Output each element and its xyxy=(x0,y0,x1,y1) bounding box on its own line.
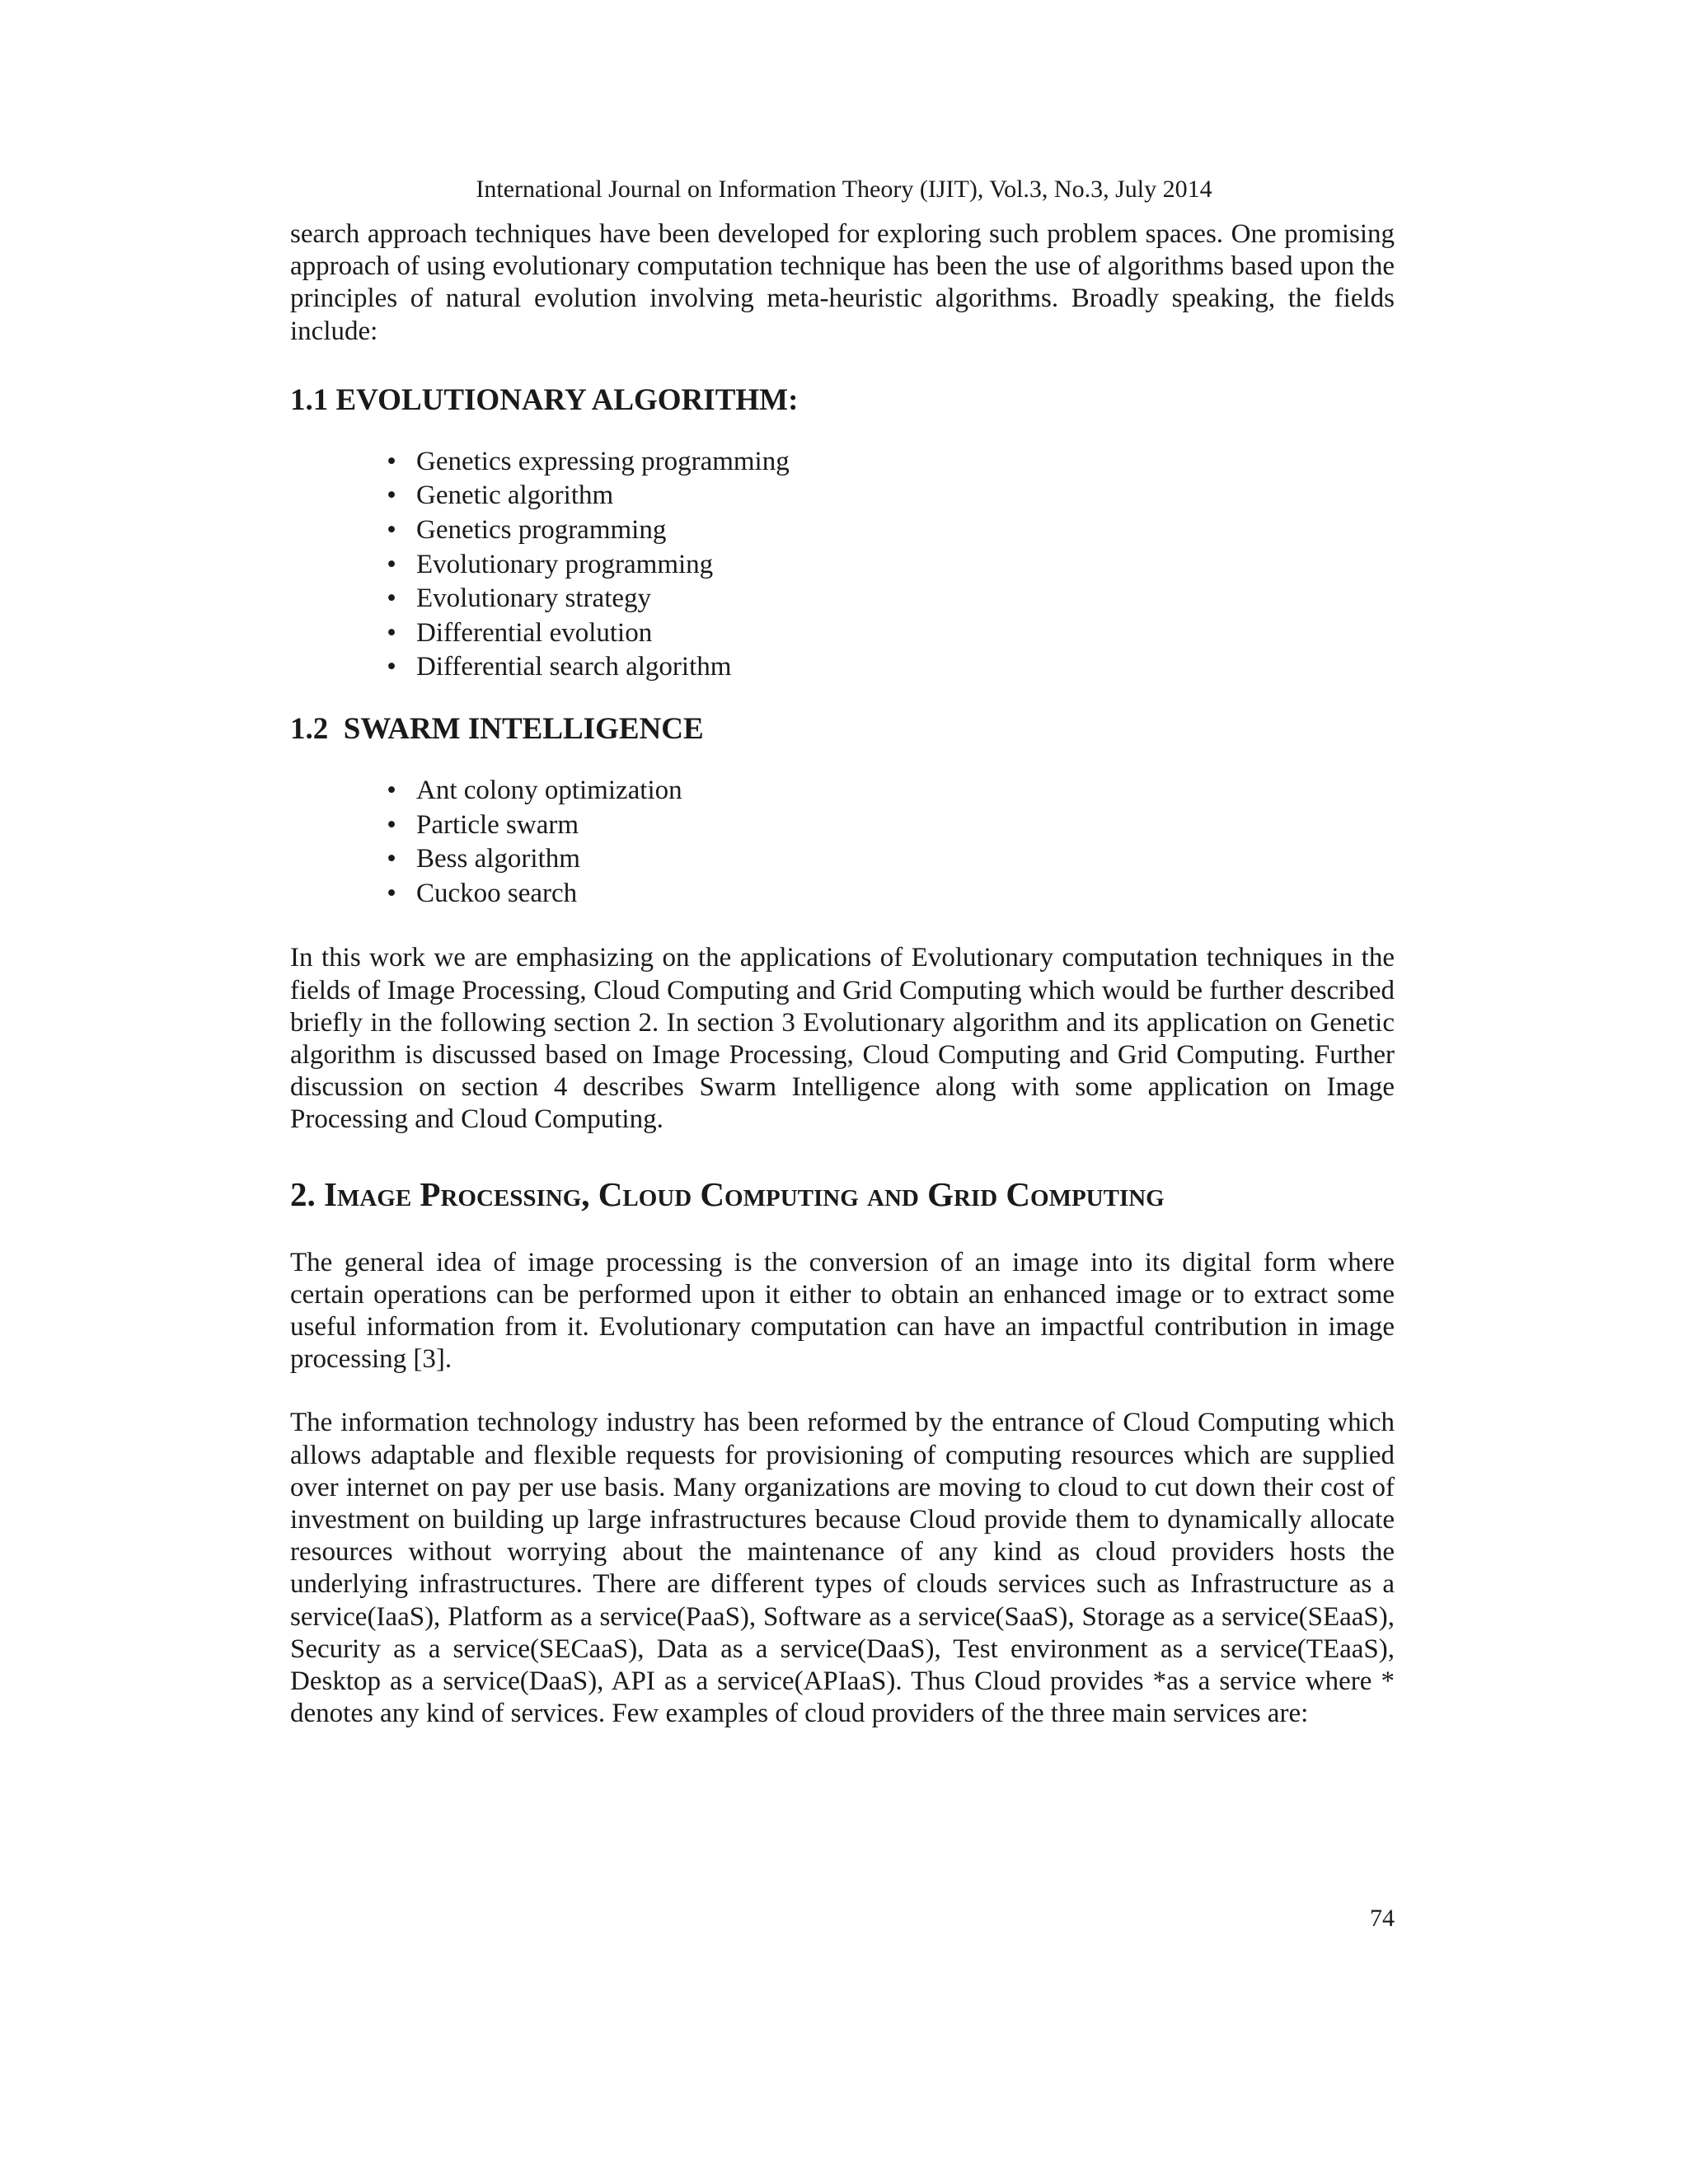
bullet-icon: • xyxy=(387,652,396,682)
bullet-icon: • xyxy=(387,809,396,840)
swarm-intelligence-list xyxy=(290,774,1395,911)
list-item: • Differential search algorithm xyxy=(290,650,1395,685)
bullet-icon: • xyxy=(387,549,396,579)
list-item: • Differential evolution xyxy=(290,616,1395,651)
list-item: • Genetics expressing programming xyxy=(290,445,1395,480)
work-overview-paragraph: In this work we are emphasizing on the applications of Evolutionary computation techniques in the fields of Image Processing, Cloud Computing and Grid Computing which would be further described briefly in the following section 2. In section 3 Evolutionary algorithm and its application on Genetic algorithm is discussed based on Image Processing, Cloud Computing and Grid Computing. Further discussion on section 4 describes Swarm Intelligence along with some application on Image Processing and Cloud Computing. xyxy=(290,943,1395,1135)
list-item: • Bess algorithm xyxy=(290,842,1395,877)
bullet-icon: • xyxy=(387,617,396,648)
intro-paragraph: search approach techniques have been developed for exploring such problem spaces. One promising approach of using evolutionary computation technique has been the use of algorithms based upon the principles of natural evolution involving meta-heuristic algorithms. Broadly speaking, the fields include: xyxy=(290,219,1395,346)
list-item: • Genetics programming xyxy=(290,513,1395,548)
list-item: • Genetic algorithm xyxy=(290,479,1395,513)
bullet-icon: • xyxy=(387,480,396,511)
section-heading-swarm-intelligence: 1.2 SWARM INTELLIGENCE xyxy=(290,711,704,746)
section-heading-evolutionary-algorithm: 1.1 EVOLUTIONARY ALGORITHM: xyxy=(290,382,799,417)
evolutionary-algorithm-list xyxy=(290,445,1395,685)
image-processing-paragraph: The general idea of image processing is the conversion of an image into its digital form where certain operations can be performed upon it either to obtain an enhanced image or to extract some useful information from it. Evolutionary computation can have an impactful contribution in image processing [3]. xyxy=(290,1247,1395,1375)
page-number: 74 xyxy=(1370,1905,1395,1932)
bullet-icon: • xyxy=(387,844,396,874)
page-body xyxy=(290,218,1395,1730)
bullet-icon: • xyxy=(387,775,396,805)
running-header: International Journal on Information Theory (IJIT), Vol.3, No.3, July 2014 xyxy=(476,176,1212,203)
bullet-icon: • xyxy=(387,583,396,614)
list-item: • Cuckoo search xyxy=(290,877,1395,912)
bullet-icon: • xyxy=(387,878,396,908)
list-item: • Evolutionary programming xyxy=(290,548,1395,583)
cloud-computing-paragraph: The information technology industry has been reformed by the entrance of Cloud Computing which allows adaptable and flexible requests for provisioning of computing resources which are supplied over internet on pay per use basis. Many organizations are moving to cloud to cut down their cost of investment on building up large infrastructures because Cloud provide them to dynamically allocate resources without worrying about the maintenance of any kind as cloud providers hosts the underlying infrastructures. There are different types of clouds services such as Infrastructure as a service(IaaS), Platform as a service(PaaS), Software as a service(SaaS), Storage as a service(SEaaS), Security as a service(SECaaS), Data as a service(DaaS), Test environment as a service(TEaaS), Desktop as a service(DaaS), API as a service(APIaaS). Thus Cloud provides *as a service where * denotes any kind of services. Few examples of cloud providers of the three main services are: xyxy=(290,1408,1395,1729)
bullet-icon: • xyxy=(387,446,396,476)
bullet-icon: • xyxy=(387,515,396,545)
list-item: • Evolutionary strategy xyxy=(290,582,1395,616)
section-heading-image-cloud-grid: 2. Image Processing, Cloud Computing and Grid Computing xyxy=(290,1174,1165,1213)
list-item: • Particle swarm xyxy=(290,808,1395,843)
list-item: • Ant colony optimization xyxy=(290,774,1395,808)
